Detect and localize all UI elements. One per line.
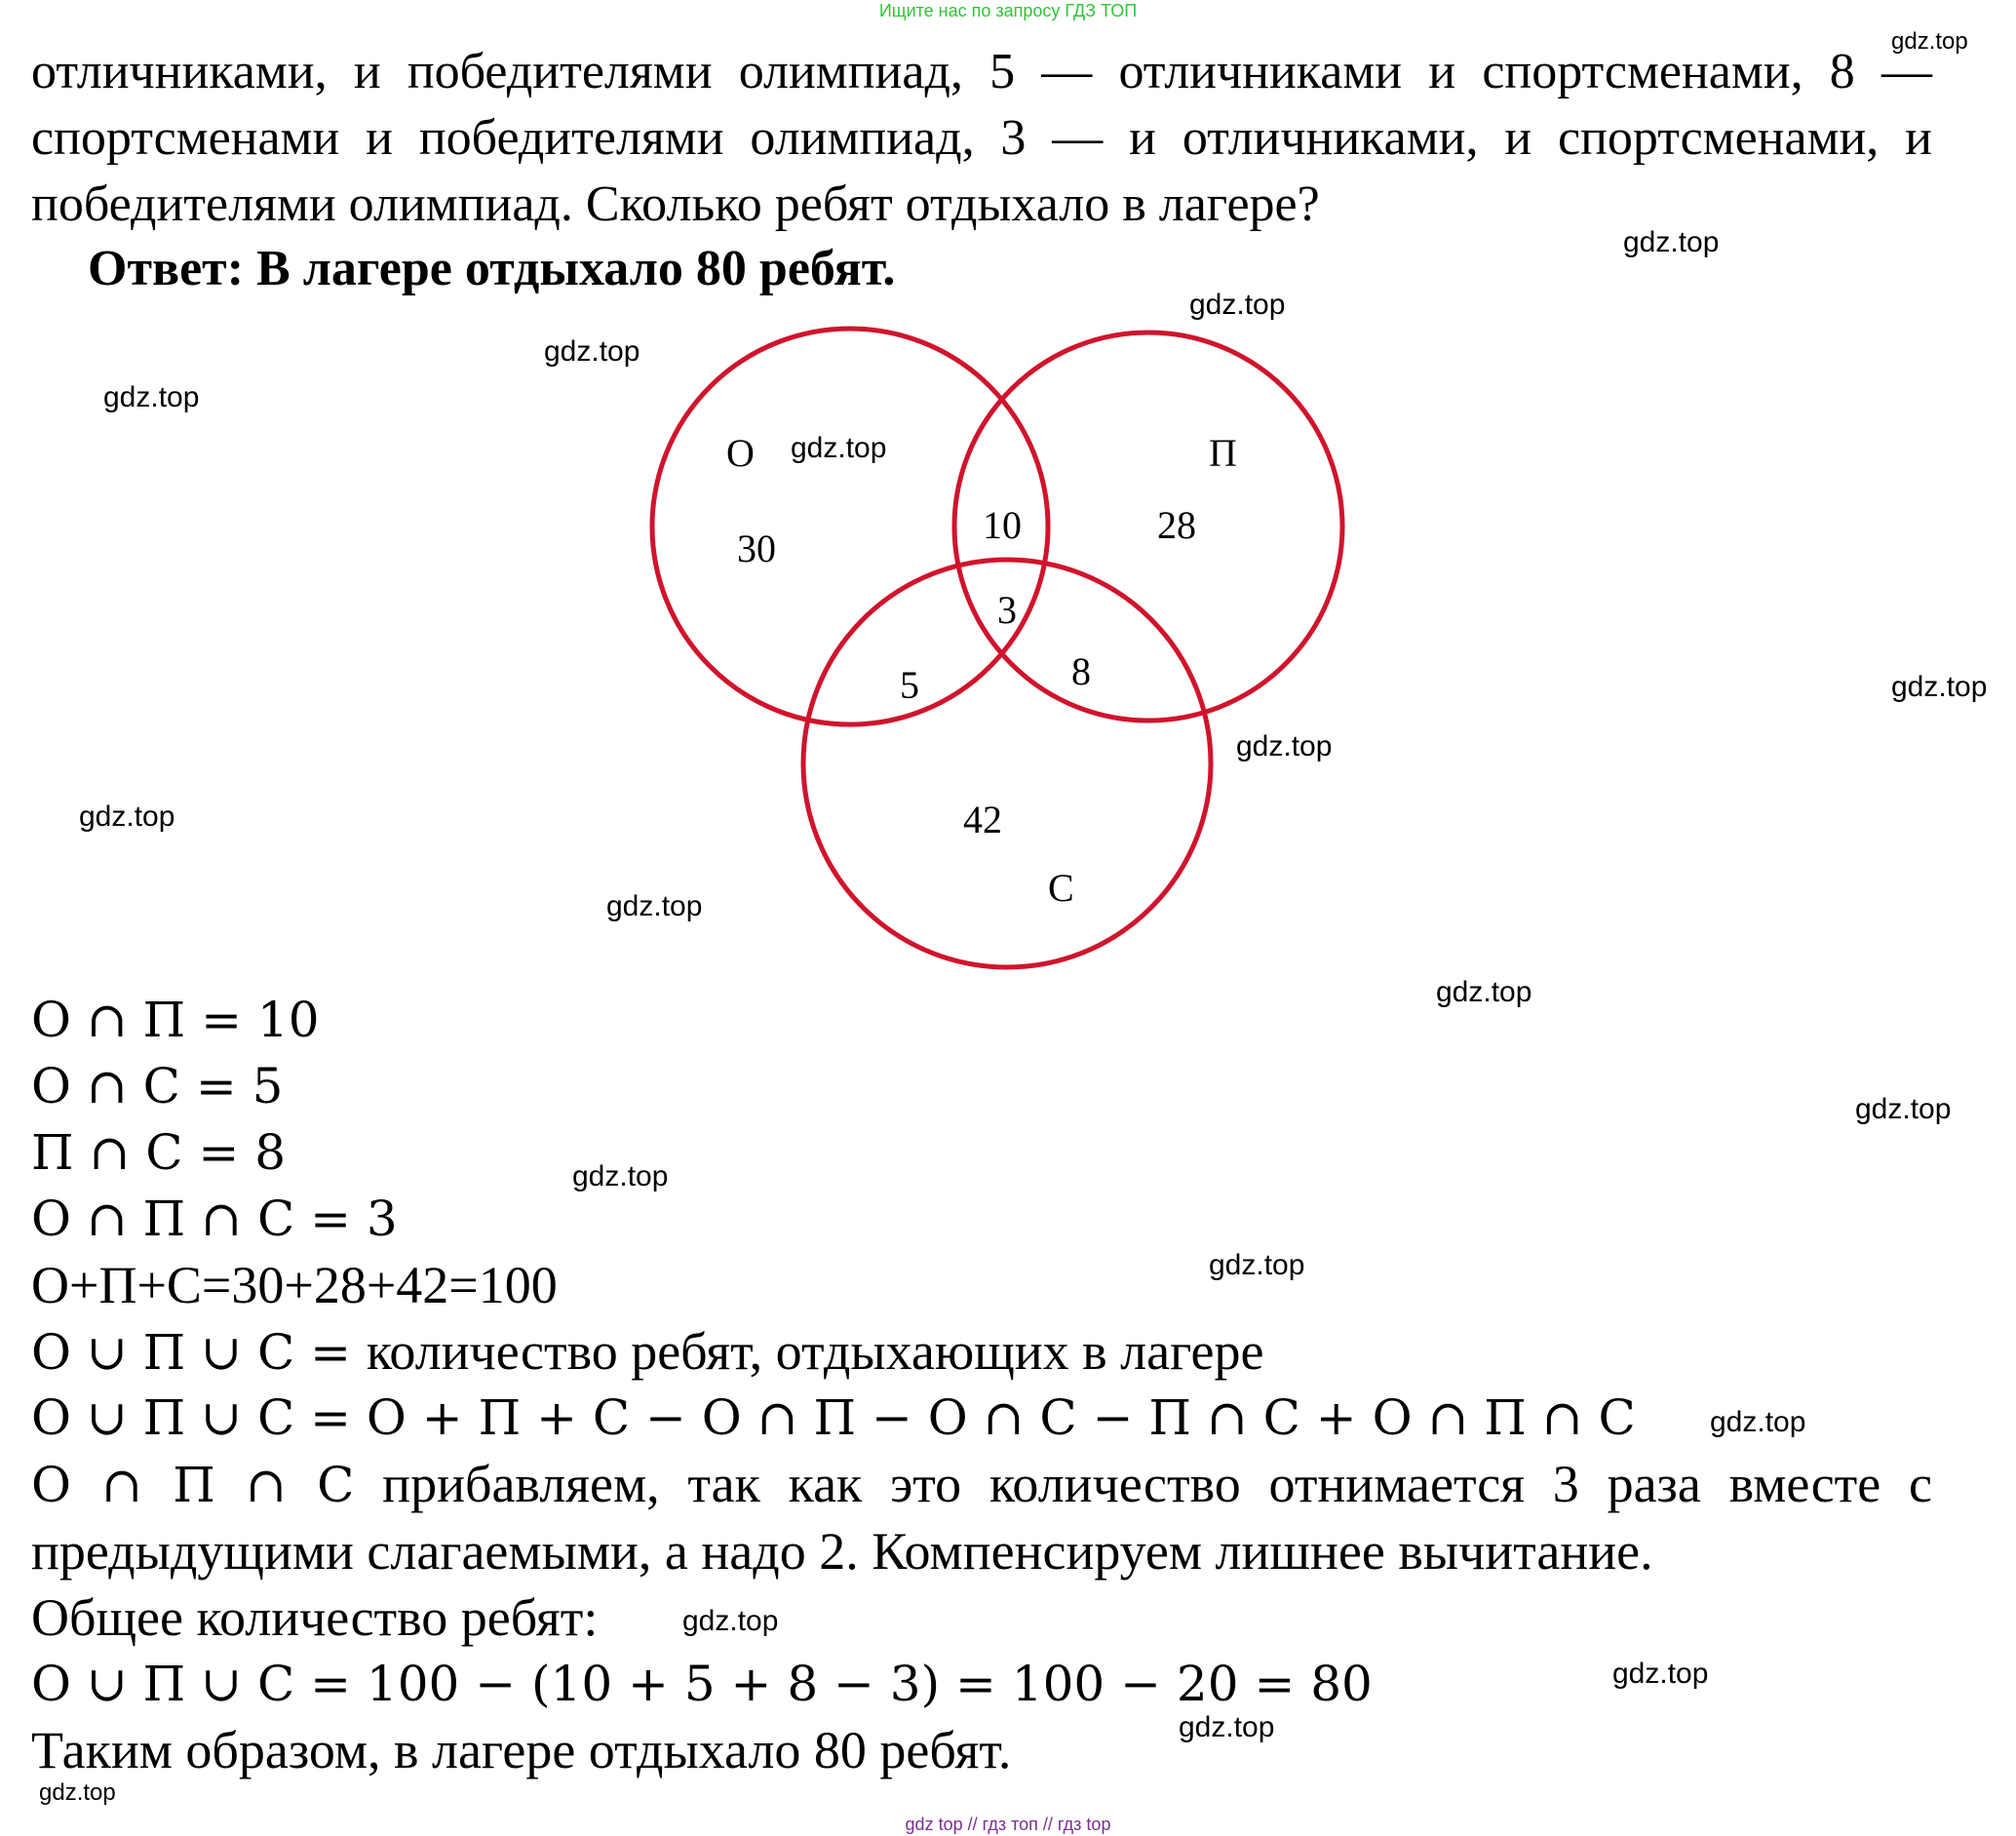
value-ps: 8 bbox=[1071, 649, 1091, 693]
formula-o-s: О ∩ С = 5 bbox=[31, 1058, 284, 1114]
formula-union-def-text: количество ребят, отдыхающих в лагере bbox=[366, 1322, 1264, 1381]
watermark: gdz.top bbox=[1623, 226, 1720, 258]
top-banner: Ищите нас по запросу ГДЗ ТОП bbox=[878, 1, 1138, 20]
watermark: gdz.top bbox=[1891, 28, 1968, 55]
total-label: Общее количество ребят: bbox=[31, 1588, 599, 1647]
watermark: gdz.top bbox=[1710, 1406, 1806, 1438]
watermark: gdz.top bbox=[1891, 671, 1988, 703]
formula-sum: О+П+С=30+28+42=100 bbox=[31, 1256, 558, 1314]
watermark: gdz.top bbox=[1209, 1249, 1305, 1281]
formula-o-p-s: О ∩ П ∩ С = 3 bbox=[31, 1191, 398, 1247]
watermark: gdz.top bbox=[1179, 1711, 1275, 1743]
watermark: gdz.top bbox=[606, 890, 703, 922]
watermark: gdz.top bbox=[103, 381, 200, 413]
formula-union-def bbox=[31, 1318, 1932, 1385]
formula-result: О ∪ П ∪ С = 100 − (10 + 5 + 8 − 3) = 100 − 20 = 80 bbox=[31, 1656, 1373, 1712]
watermark: gdz.top bbox=[682, 1605, 779, 1637]
label-o: О bbox=[726, 431, 755, 475]
watermark: gdz.top bbox=[1436, 976, 1532, 1008]
watermark: gdz.top bbox=[1236, 730, 1333, 762]
label-s: С bbox=[1048, 866, 1074, 910]
formula-union-def-math: О ∪ П ∪ С = bbox=[31, 1324, 367, 1381]
watermark: gdz.top bbox=[572, 1160, 669, 1192]
value-o-only: 30 bbox=[737, 527, 776, 570]
value-op: 10 bbox=[983, 503, 1022, 547]
explanation-math: О ∩ П ∩ С bbox=[31, 1457, 355, 1513]
watermark: gdz.top bbox=[1855, 1093, 1952, 1125]
bottom-links: gdz top // гдз топ // гдз top bbox=[905, 1815, 1111, 1834]
value-ops: 3 bbox=[997, 588, 1017, 632]
value-os: 5 bbox=[900, 663, 919, 707]
watermark: gdz.top bbox=[791, 432, 887, 464]
conclusion: Таким образом, в лагере отдыхало 80 ребят. bbox=[31, 1721, 1012, 1779]
explanation-paragraph bbox=[31, 1451, 1932, 1584]
watermark: gdz.top bbox=[1189, 289, 1286, 321]
problem-text: отличниками, и победителями олимпиад, 5 — отличниками и спортсменами, 8 — спортсменами и победителями олимпиад, 3 — и отличниками, и спортсменами, и победителями олимпиад. Сколько ребят отдыхало в лагере? bbox=[31, 44, 1932, 232]
label-p: П bbox=[1209, 431, 1237, 475]
watermark: gdz.top bbox=[39, 1779, 116, 1806]
formula-inclusion-exclusion: О ∪ П ∪ С = О + П + С − О ∩ П − О ∩ С − П ∩ С + О ∩ П ∩ С bbox=[31, 1389, 1636, 1446]
watermark: gdz.top bbox=[1612, 1658, 1709, 1690]
formula-o-p: О ∩ П = 10 bbox=[31, 992, 320, 1048]
formula-p-s: П ∩ С = 8 bbox=[31, 1124, 287, 1181]
value-p-only: 28 bbox=[1157, 503, 1196, 547]
answer-line: Ответ: В лагере отдыхало 80 ребят. bbox=[88, 241, 896, 296]
watermark: gdz.top bbox=[544, 335, 640, 368]
explanation-text: прибавляем, так как это количество отнимается 3 раза вместе с предыдущими слагаемыми, а надо 2. Компенсируем лишнее вычитание. bbox=[31, 1455, 1933, 1581]
watermark: gdz.top bbox=[79, 801, 175, 833]
value-s-only: 42 bbox=[963, 798, 1002, 841]
